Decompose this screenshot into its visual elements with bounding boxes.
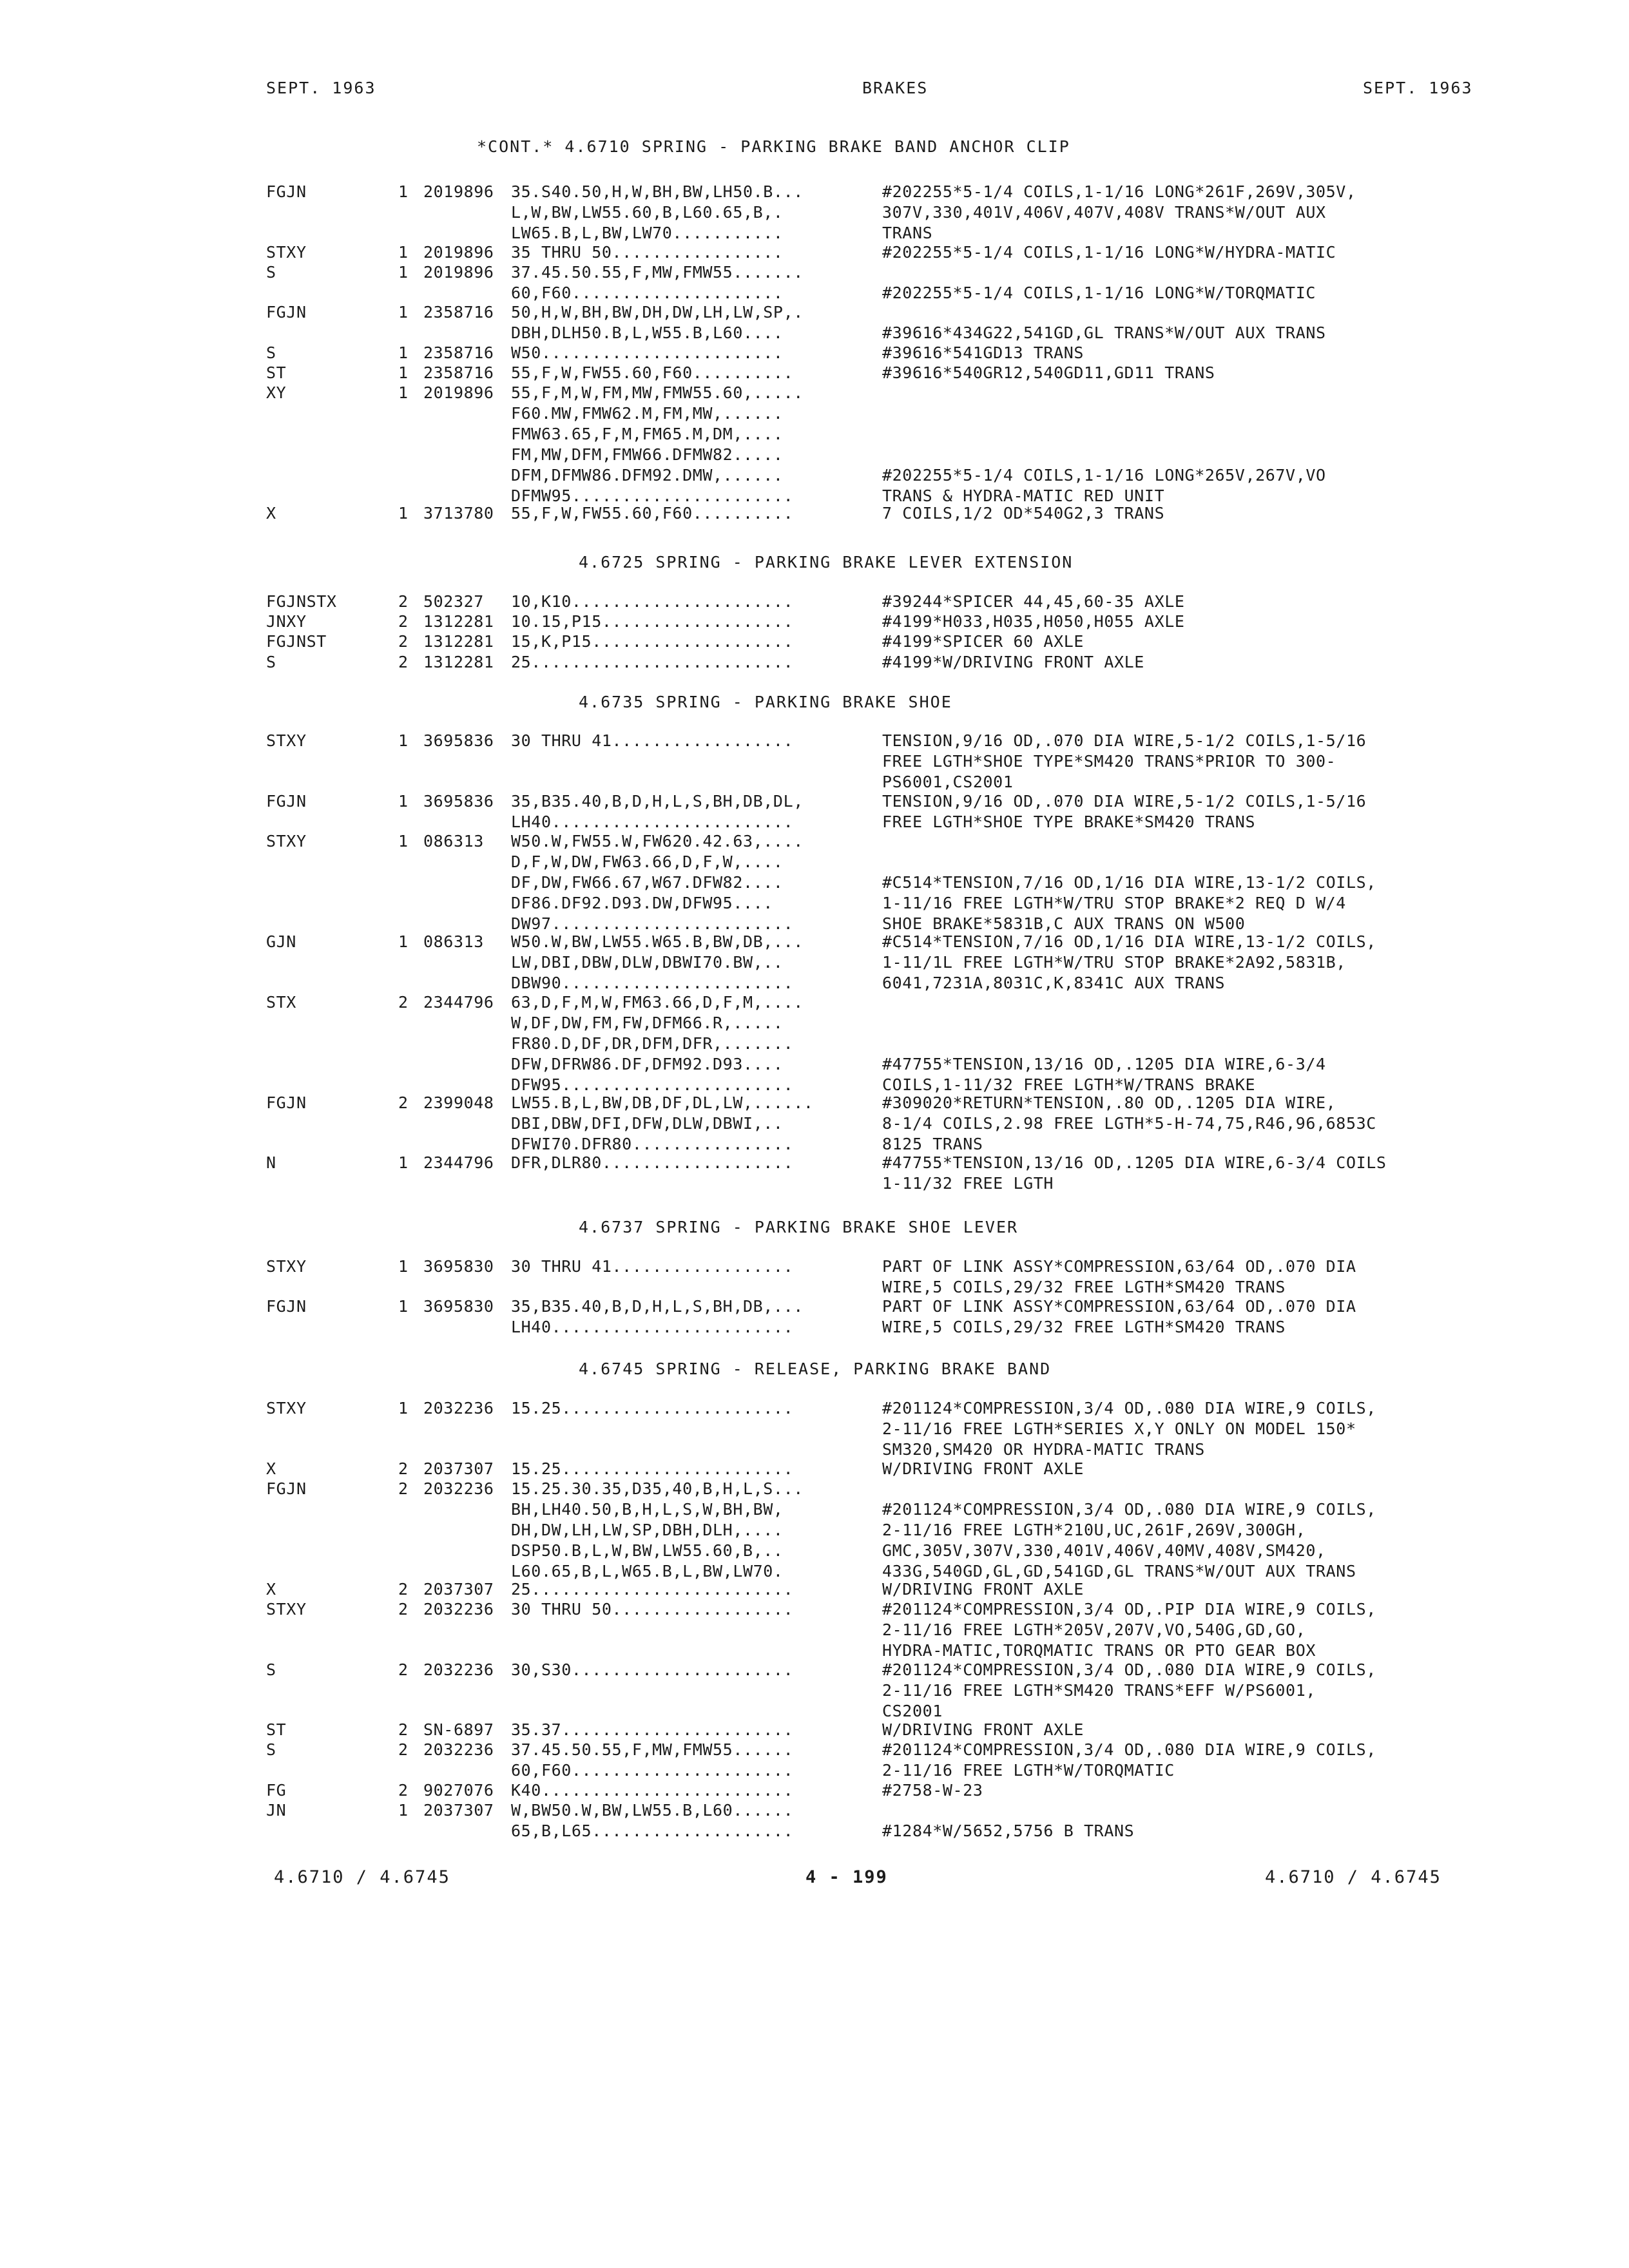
application-line: BH,LH40.50,B,H,L,S,W,BH,BW, [511,1499,784,1519]
model-code: S [266,262,276,282]
description-line: #201124*COMPRESSION,3/4 OD,.080 DIA WIRE,9 COILS, [882,1399,1376,1418]
application-line: 30 THRU 41.................. [511,731,794,750]
description-line: TENSION,9/16 OD,.070 DIA WIRE,5-1/2 COILS,1-5/16 [882,791,1367,811]
quantity: 1 [398,383,409,402]
application-line: FM,MW,DFM,FMW66.DFMW82..... [511,445,784,464]
application-line: W,DF,DW,FM,FW,DFM66.R,..... [511,1013,784,1032]
description [882,343,1084,363]
application-list [511,731,793,751]
footer-right-range: 4.6710 / 4.6745 [1265,1867,1441,1887]
application-line: 60,F60..................... [511,283,784,302]
model-code: STXY [266,1399,307,1418]
application-list [511,242,784,263]
application-line: LW55.B,L,BW,DB,DF,DL,LW,...... [511,1093,814,1112]
description-line: W/DRIVING FRONT AXLE [882,1720,1084,1740]
quantity: 2 [398,1660,409,1679]
description-line: 7 COILS,1/2 OD*540G2,3 TRANS [882,504,1165,523]
application-line: 37.45.50.55,F,MW,FMW55...... [511,1740,794,1760]
model-code: ST [266,1720,287,1740]
description-line [882,852,1376,872]
application-line: W50.W,FW55.W,FW620.42.63,.... [511,832,804,850]
application-list [511,1256,793,1277]
description-line: COILS,1-11/32 FREE LGTH*W/TRANS BRAKE [882,1075,1256,1094]
application-list [511,1780,793,1801]
application-line: DBI,DBW,DFI,DFW,DLW,DBWI,.. [511,1113,784,1133]
quantity: 1 [398,1801,409,1820]
description-line: PS6001,CS2001 [882,773,1014,791]
part-number: 2344796 [423,1153,494,1173]
continued-section-title: *CONT.* 4.6710 SPRING - PARKING BRAKE BAND ANCHOR CLIP [477,137,1070,156]
description-line: 8125 TRANS [882,1134,983,1153]
description [882,302,1326,343]
description [882,182,1356,244]
application-list [511,1459,793,1479]
part-number: 3695836 [423,731,494,750]
part-number: 2032236 [423,1660,494,1679]
description [882,611,1185,632]
description-line: #47755*TENSION,13/16 OD,.1205 DIA WIRE,6-3/4 [882,1054,1326,1073]
description [882,1296,1356,1338]
part-number: 1312281 [423,632,494,651]
description-line: 1-11/1L FREE LGTH*W/TRU STOP BRAKE*2A92,5831B, [882,953,1346,972]
description-line: 2-11/16 FREE LGTH*W/TORQMATIC [882,1761,1175,1780]
application-line: DF86.DF92.D93.DW,DFW95.... [511,894,773,912]
description-line: PART OF LINK ASSY*COMPRESSION,63/64 OD,.070 DIA [882,1257,1356,1276]
description [882,503,1164,524]
description-line [882,445,1326,465]
header-left-date: SEPT. 1963 [266,79,376,97]
description [882,1579,1084,1600]
description [882,242,1336,263]
model-code: GJN [266,932,296,951]
quantity: 1 [398,504,409,523]
description-line: 433G,540GD,GL,GD,541GD,GL TRANS*W/OUT AUX TRANS [882,1561,1356,1581]
model-code: JN [266,1801,287,1820]
description [882,1256,1356,1298]
part-number: 1312281 [423,652,494,671]
model-code: STX [266,992,296,1012]
description [882,1153,1387,1194]
part-number: 3695836 [423,791,494,811]
application-line: DFW,DFRW86.DF,DFM92.D93.... [511,1054,784,1073]
description-line: WIRE,5 COILS,29/32 FREE LGTH*SM420 TRANS [882,1278,1286,1296]
description-line [882,1013,1326,1033]
model-code: FGJNSTX [266,592,337,611]
footer-left-range: 4.6710 / 4.6745 [274,1867,450,1887]
application-line: 15,K,P15.................... [511,632,794,651]
application-line: DH,DW,LH,LW,SP,DBH,DLH,.... [511,1520,784,1539]
application-line: 55,F,W,FW55.60,F60.......... [511,363,794,382]
quantity: 2 [398,612,409,631]
description [882,262,1316,303]
part-number: 2019896 [423,262,494,282]
quantity: 2 [398,1720,409,1740]
description [882,992,1326,1095]
application-list [511,343,784,363]
model-code: STXY [266,242,307,262]
quantity: 2 [398,1093,409,1112]
description [882,1398,1376,1460]
description-line: 2-11/16 FREE LGTH*205V,207V,VO,540G,GD,GO, [882,1620,1306,1639]
application-list [511,1720,793,1740]
model-code: FGJN [266,1297,307,1316]
quantity: 2 [398,1459,409,1478]
part-number: 2019896 [423,383,494,402]
application-line: 65,B,L65.................... [511,1821,794,1840]
description [882,831,1376,934]
description-line: FREE LGTH*SHOE TYPE BRAKE*SM420 TRANS [882,812,1256,831]
quantity: 1 [398,1257,409,1276]
description-line: GMC,305V,307V,330,401V,406V,40MV,408V,SM420, [882,1541,1326,1560]
section-title: 4.6745 SPRING - RELEASE, PARKING BRAKE BAND [579,1360,1052,1378]
application-line: 63,D,F,M,W,FM63.66,D,F,M,.... [511,992,804,1012]
application-list [511,1398,793,1419]
model-code: FGJNST [266,632,327,651]
description-line: #2758-W-23 [882,1780,983,1800]
description [882,1740,1376,1781]
model-code: STXY [266,731,307,750]
part-number: 2032236 [423,1479,494,1498]
description-line: #47755*TENSION,13/16 OD,.1205 DIA WIRE,6-3/4 COILS [882,1153,1387,1173]
description-line: #202255*5-1/4 COILS,1-1/16 LONG*W/TORQMATIC [882,283,1316,302]
application-line: L,W,BW,LW55.60,B,L60.65,B,. [511,203,784,222]
model-code: S [266,343,276,362]
description-line [882,424,1326,445]
application-line: 30 THRU 50.................. [511,1600,794,1619]
description-line: #201124*COMPRESSION,3/4 OD,.080 DIA WIRE,9 COILS, [882,1499,1376,1519]
description-line [882,1033,1326,1054]
description [882,1459,1084,1479]
part-number: 2019896 [423,242,494,262]
application-list [511,1800,793,1841]
model-code: STXY [266,1600,307,1619]
quantity: 2 [398,592,409,611]
model-code: XY [266,383,287,402]
application-line: 35,B35.40,B,D,H,L,S,BH,DB,... [511,1297,804,1316]
description-line: WIRE,5 COILS,29/32 FREE LGTH*SM420 TRANS [882,1318,1286,1337]
model-code: FG [266,1780,287,1800]
quantity: 1 [398,242,409,262]
model-code: X [266,1579,276,1599]
description-line [882,831,1376,852]
application-line: 15.25.30.35,D35,40,B,H,L,S... [511,1479,804,1498]
quantity: 2 [398,652,409,671]
part-number: 9027076 [423,1780,494,1800]
description-line: 6041,7231A,8031C,K,8341C AUX TRANS [882,974,1226,992]
application-list [511,503,793,524]
description [882,1093,1376,1155]
application-line: 30 THRU 41.................. [511,1257,794,1276]
application-list [511,652,793,673]
description-line: 1-11/32 FREE LGTH [882,1174,1054,1193]
description-line: SHOE BRAKE*5831B,C AUX TRANS ON W500 [882,914,1246,933]
application-list [511,182,804,244]
description-line: HYDRA-MATIC,TORQMATIC TRANS OR PTO GEAR BOX [882,1641,1316,1660]
application-list [511,932,804,994]
description [882,383,1326,506]
application-list [511,1479,804,1582]
description-line: #201124*COMPRESSION,3/4 OD,.PIP DIA WIRE,9 COILS, [882,1600,1376,1619]
quantity: 2 [398,1740,409,1760]
description-line: #39616*540GR12,540GD11,GD11 TRANS [882,363,1215,382]
section-title: 4.6737 SPRING - PARKING BRAKE SHOE LEVER [579,1218,1019,1236]
part-number: 2358716 [423,363,494,382]
application-line: D,F,W,DW,FW63.66,D,F,W,.... [511,852,784,871]
description-line: CS2001 [882,1701,943,1720]
description-line: #39616*541GD13 TRANS [882,343,1084,362]
quantity: 1 [398,832,409,850]
part-number: 2032236 [423,1740,494,1760]
application-line: DF,DW,FW66.67,W67.DFW82.... [511,873,784,892]
part-number: 3713780 [423,504,494,523]
description-line: #39244*SPICER 44,45,60-35 AXLE [882,592,1185,611]
description-line: 8-1/4 COILS,2.98 FREE LGTH*5-H-74,75,R46,96,6853C [882,1113,1376,1133]
description-line: SM320,SM420 OR HYDRA-MATIC TRANS [882,1440,1205,1459]
description [882,631,1084,652]
part-number: 2019896 [423,182,494,201]
application-line: LH40........................ [511,1318,794,1337]
description-line [882,262,1316,283]
application-list [511,992,804,1095]
description [882,1720,1084,1740]
part-number: SN-6897 [423,1720,494,1740]
description-line [882,302,1326,323]
quantity: 1 [398,1297,409,1316]
model-code: N [266,1153,276,1173]
part-number: 2037307 [423,1459,494,1478]
description-line: #202255*5-1/4 COILS,1-1/16 LONG*W/HYDRA-MATIC [882,242,1336,262]
description-line: W/DRIVING FRONT AXLE [882,1459,1084,1478]
application-line: 55,F,M,W,FM,MW,FMW55.60,..... [511,383,804,402]
application-list [511,1740,793,1781]
description-line: TRANS & HYDRA-MATIC RED UNIT [882,486,1165,505]
quantity: 1 [398,731,409,750]
description [882,731,1366,793]
application-line: 60,F60...................... [511,1761,794,1780]
model-code: X [266,504,276,523]
description [882,1599,1376,1661]
model-code: S [266,1660,276,1679]
application-line: DFM,DFMW86.DFM92.DMW,...... [511,466,784,485]
description-line: 2-11/16 FREE LGTH*210U,UC,261F,269V,300GH, [882,1520,1306,1539]
description [882,932,1376,994]
description-line: #4199*W/DRIVING FRONT AXLE [882,652,1144,671]
description-line: #1284*W/5652,5756 B TRANS [882,1821,1135,1840]
application-list [511,831,804,934]
description-line: W/DRIVING FRONT AXLE [882,1579,1084,1599]
description-line: #4199*H033,H035,H050,H055 AXLE [882,612,1185,631]
application-line: 25.......................... [511,652,794,671]
model-code: STXY [266,832,307,850]
application-line: DBH,DLH50.B,L,W55.B,L60.... [511,323,784,343]
application-list [511,631,793,652]
application-line: DSP50.B,L,W,BW,LW55.60,B,.. [511,1541,784,1560]
description-line: #C514*TENSION,7/16 OD,1/16 DIA WIRE,13-1/2 COILS, [882,873,1376,892]
application-line: 35.S40.50,H,W,BH,BW,LH50.B... [511,182,804,201]
part-number: 2399048 [423,1093,494,1112]
application-line: L60.65,B,L,W65.B,L,BW,LW70. [511,1561,784,1581]
part-number: 2358716 [423,303,494,322]
application-line: FR80.D,DF,DR,DFM,DFR,....... [511,1033,794,1053]
application-line: DFMW95...................... [511,486,794,505]
application-list [511,591,793,612]
description-line [882,1479,1376,1499]
quantity: 1 [398,1153,409,1173]
description [882,652,1144,673]
application-list [511,1153,793,1173]
description-line [882,992,1326,1013]
application-list [511,791,804,832]
model-code: S [266,652,276,671]
quantity: 1 [398,932,409,951]
description-line: 1-11/16 FREE LGTH*W/TRU STOP BRAKE*2 REQ D W/4 [882,894,1346,912]
description-line: #39616*434G22,541GD,GL TRANS*W/OUT AUX TRANS [882,323,1326,343]
application-line: W,BW50.W,BW,LW55.B,L60...... [511,1801,794,1820]
page-number: 4 - 199 [805,1867,888,1887]
application-line: 15.25....................... [511,1459,794,1478]
description [882,1780,983,1801]
part-number: 3695830 [423,1257,494,1276]
quantity: 2 [398,1780,409,1800]
description-line: #202255*5-1/4 COILS,1-1/16 LONG*261F,269V,305V, [882,182,1356,201]
description-line: #202255*5-1/4 COILS,1-1/16 LONG*265V,267V,VO [882,466,1326,485]
description [882,591,1185,612]
quantity: 2 [398,1579,409,1599]
description-line: FREE LGTH*SHOE TYPE*SM420 TRANS*PRIOR TO 300- [882,752,1336,771]
application-list [511,1579,793,1600]
description-line: PART OF LINK ASSY*COMPRESSION,63/64 OD,.070 DIA [882,1297,1356,1316]
description-line: TRANS [882,224,933,242]
description-line: #201124*COMPRESSION,3/4 OD,.080 DIA WIRE,9 COILS, [882,1740,1376,1760]
application-list [511,363,793,383]
application-line: F60.MW,FMW62.M,FM,MW,...... [511,404,784,423]
description [882,363,1215,383]
application-line: 35.37....................... [511,1720,794,1740]
application-line: LH40........................ [511,812,794,831]
application-line: 55,F,W,FW55.60,F60.......... [511,504,794,523]
description-line: #201124*COMPRESSION,3/4 OD,.080 DIA WIRE,9 COILS, [882,1660,1376,1679]
quantity: 1 [398,343,409,362]
quantity: 2 [398,992,409,1012]
part-number: 1312281 [423,612,494,631]
application-list [511,1296,804,1338]
application-line: DW97........................ [511,914,794,933]
section-title: 4.6735 SPRING - PARKING BRAKE SHOE [579,693,952,711]
model-code: S [266,1740,276,1760]
description-line: #C514*TENSION,7/16 OD,1/16 DIA WIRE,13-1/2 COILS, [882,932,1376,951]
application-line: DFWI70.DFR80................ [511,1134,794,1153]
model-code: FGJN [266,791,307,811]
application-line: W50........................ [511,343,784,362]
application-line: 15.25....................... [511,1399,794,1418]
application-line: W50.W,BW,LW55.W65.B,BW,DB,... [511,932,804,951]
part-number: 2037307 [423,1801,494,1820]
quantity: 2 [398,1479,409,1498]
part-number: 2032236 [423,1600,494,1619]
part-number: 2358716 [423,343,494,362]
part-number: 2037307 [423,1579,494,1599]
application-line: 35 THRU 50................. [511,242,784,262]
application-list [511,383,804,506]
description [882,1479,1376,1582]
header-section-title: BRAKES [862,79,929,97]
application-line: 35,B35.40,B,D,H,L,S,BH,DB,DL, [511,791,804,811]
quantity: 2 [398,632,409,651]
application-line: DFW95....................... [511,1075,794,1094]
quantity: 1 [398,1399,409,1418]
application-list [511,302,804,343]
application-line: K40......................... [511,1780,794,1800]
quantity: 1 [398,791,409,811]
model-code: STXY [266,1257,307,1276]
description [882,1800,1134,1841]
application-line: 25.......................... [511,1579,794,1599]
description-line [882,1800,1134,1821]
application-line: 50,H,W,BH,BW,DH,DW,LH,LW,SP,. [511,303,804,322]
description-line [882,403,1326,424]
description-line: 2-11/16 FREE LGTH*SERIES X,Y ONLY ON MODEL 150* [882,1419,1356,1438]
model-code: FGJN [266,182,307,201]
application-line: DFR,DLR80................... [511,1153,794,1173]
part-number: 502327 [423,592,484,611]
part-number: 2032236 [423,1399,494,1418]
application-line: 10,K10...................... [511,592,794,611]
application-list [511,1660,793,1680]
description-line: 2-11/16 FREE LGTH*SM420 TRANS*EFF W/PS6001, [882,1680,1316,1700]
description [882,1660,1376,1722]
quantity: 1 [398,363,409,382]
application-line: 30,S30...................... [511,1660,794,1679]
quantity: 2 [398,1600,409,1619]
application-line: LW,DBI,DBW,DLW,DBWI70.BW,.. [511,953,784,972]
application-line: DBW90....................... [511,974,794,992]
model-code: FGJN [266,303,307,322]
model-code: FGJN [266,1093,307,1112]
model-code: X [266,1459,276,1478]
application-list [511,262,804,303]
description [882,791,1366,832]
part-number: 2344796 [423,992,494,1012]
header-right-date: SEPT. 1963 [1363,79,1473,97]
description-line [882,383,1326,403]
part-number: 3695830 [423,1297,494,1316]
application-line: 37.45.50.55,F,MW,FMW55....... [511,262,804,282]
model-code: FGJN [266,1479,307,1498]
model-code: JNXY [266,612,307,631]
description-line: 307V,330,401V,406V,407V,408V TRANS*W/OUT AUX [882,203,1326,222]
description-line: #4199*SPICER 60 AXLE [882,632,1084,651]
application-list [511,1599,793,1620]
application-list [511,611,793,632]
description-line: TENSION,9/16 OD,.070 DIA WIRE,5-1/2 COILS,1-5/16 [882,731,1367,750]
quantity: 1 [398,262,409,282]
quantity: 1 [398,182,409,201]
model-code: ST [266,363,287,382]
section-title: 4.6725 SPRING - PARKING BRAKE LEVER EXTENSION [579,553,1074,572]
quantity: 1 [398,303,409,322]
description-line: #309020*RETURN*TENSION,.80 OD,.1205 DIA WIRE, [882,1093,1336,1112]
application-line: LW65.B,L,BW,LW70........... [511,224,784,242]
application-line: FMW63.65,F,M,FM65.M,DM,.... [511,425,784,443]
application-line: 10.15,P15................... [511,612,794,631]
part-number: 086313 [423,832,484,850]
application-list [511,1093,814,1155]
part-number: 086313 [423,932,484,951]
